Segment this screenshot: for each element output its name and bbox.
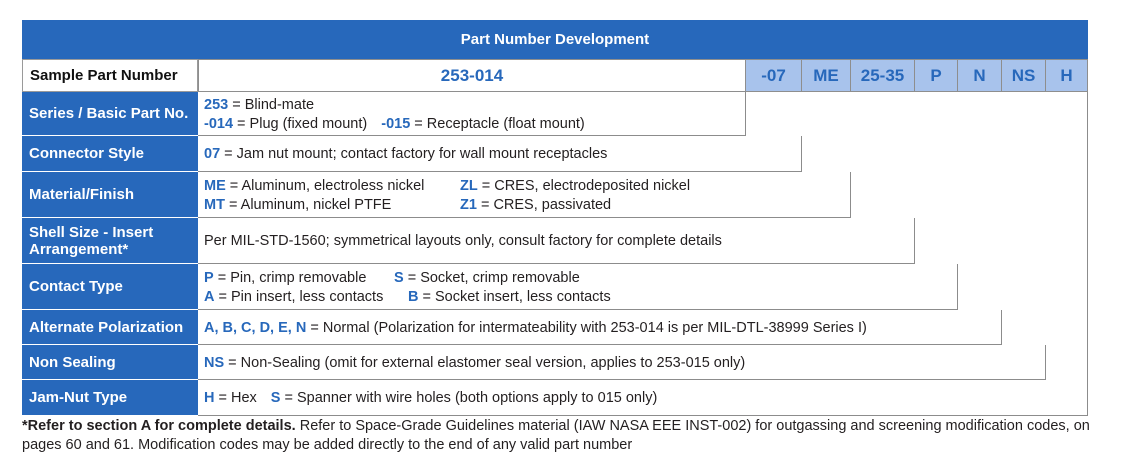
desc-text: = Jam nut mount; contact factory for wall mount receptacles — [220, 146, 608, 162]
code: Z1 — [460, 196, 477, 213]
code: ME — [204, 177, 226, 194]
desc-text: = Hex — [214, 390, 257, 406]
row-desc-contact-type — [198, 264, 958, 310]
desc-text: = Receptacle (float mount) — [410, 115, 585, 132]
segment-basic-part: 253-014 — [198, 59, 746, 92]
desc-text: = Pin, crimp removable — [213, 269, 367, 286]
desc-text: = Aluminum, electroless nickel — [225, 177, 425, 194]
desc-text: Per MIL-STD-1560; symmetrical layouts only, consult factory for complete details — [204, 233, 722, 249]
code: A, B, C, D, E, N — [204, 319, 307, 336]
code: 253 — [204, 96, 229, 113]
desc-text: = Socket insert, less contacts — [418, 288, 611, 305]
footnote-bold: *Refer to section A for complete details. — [22, 418, 296, 434]
code: -015 — [381, 115, 411, 132]
desc-text: = CRES, electrodeposited nickel — [477, 177, 691, 194]
segment-contact-type: P — [915, 59, 958, 92]
row-desc-non-sealing — [198, 345, 1046, 380]
row-label-series: Series / Basic Part No. — [22, 92, 198, 136]
row-label-contact-type: Contact Type — [22, 264, 198, 310]
table-title: Part Number Development — [22, 20, 1088, 59]
desc-text: = CRES, passivated — [476, 196, 612, 213]
row-desc-polarization — [198, 310, 1002, 345]
desc-text: = Spanner with wire holes (both options apply to 015 only) — [280, 390, 658, 406]
row-desc-series — [198, 92, 746, 136]
segment-non-sealing: NS — [1002, 59, 1046, 92]
row-desc-jam-nut — [198, 380, 1088, 416]
row-desc-shell-size — [198, 218, 915, 264]
code: ZL — [460, 177, 478, 194]
segment-material-finish: ME — [802, 59, 851, 92]
row-label-connector-style: Connector Style — [22, 136, 198, 172]
segment-jam-nut: H — [1046, 59, 1088, 92]
row-label-line: Shell Size - Insert — [29, 223, 154, 241]
code: P — [204, 269, 214, 286]
row-label-shell-size — [22, 218, 198, 264]
row-label-non-sealing: Non Sealing — [22, 345, 198, 380]
row-label-line: Arrangement* — [29, 240, 129, 258]
code: H — [204, 390, 215, 406]
row-desc-material-finish — [198, 172, 851, 218]
desc-text: = Plug (fixed mount) — [233, 115, 368, 132]
desc-text: = Pin insert, less contacts — [214, 288, 384, 305]
desc-text: = Blind-mate — [228, 96, 315, 113]
footnote-text: Refer to Space-Grade Guidelines material (IAW NASA EEE INST-002) for outgassing and screening modification codes, on pages 60 and 61. Modification codes may be added directly to the end of any valid part number — [22, 418, 1090, 453]
row-label-jam-nut: Jam-Nut Type — [22, 380, 198, 416]
desc-text: = Non-Sealing (omit for external elastomer seal version, applies to 253-015 only) — [224, 354, 746, 371]
code: -014 — [204, 115, 234, 132]
segment-connector-style: -07 — [746, 59, 802, 92]
desc-text: = Aluminum, nickel PTFE — [224, 196, 392, 213]
code: B — [408, 288, 419, 305]
row-label-polarization: Alternate Polarization — [22, 310, 198, 345]
footnote — [22, 417, 1102, 455]
segment-shell-size: 25-35 — [851, 59, 915, 92]
sample-part-number-label: Sample Part Number — [22, 59, 198, 92]
code: NS — [204, 354, 225, 371]
row-label-material-finish: Material/Finish — [22, 172, 198, 218]
desc-text: = Socket, crimp removable — [403, 269, 580, 286]
code: S — [270, 390, 281, 406]
code: 07 — [204, 146, 221, 162]
code: MT — [204, 196, 225, 213]
code: A — [204, 288, 215, 305]
row-desc-connector-style — [198, 136, 802, 172]
desc-text: = Normal (Polarization for intermateability with 253-014 is per MIL-DTL-38999 Series I) — [306, 319, 867, 336]
column-line-jam-nut — [1087, 92, 1088, 416]
segment-polarization: N — [958, 59, 1002, 92]
code: S — [394, 269, 404, 286]
